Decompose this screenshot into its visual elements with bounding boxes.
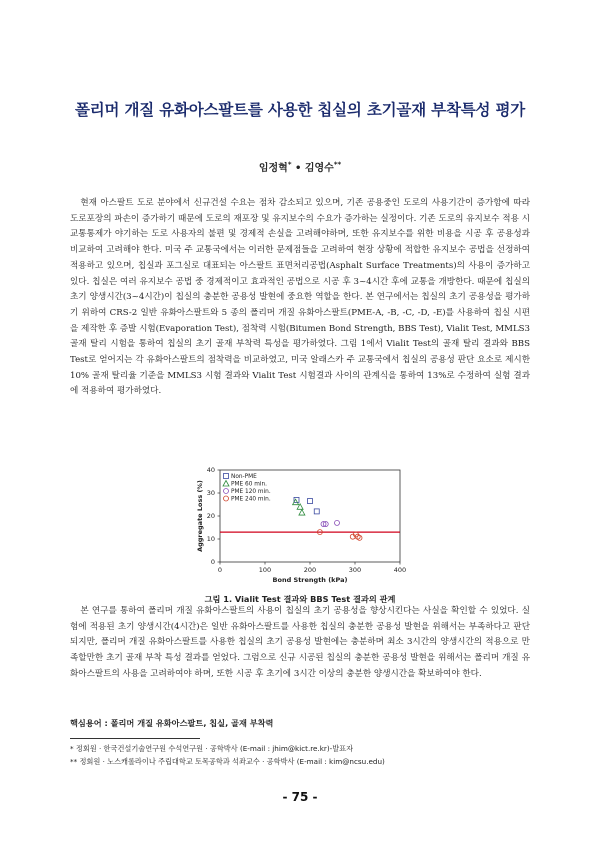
legend-marker [224,474,229,479]
author-second: 김영수 [304,163,334,174]
footnote-2: ** 정회원 · 노스캐롤라이나 주립대학교 토목공학과 석좌교수 · 공학박사 (E-mail : kim@ncsu.edu) [70,757,385,766]
figure-scatter-chart [180,465,420,590]
keywords: 핵심용어 : 폴리머 개질 유화아스팔트, 칩실, 골재 부착력 [70,718,274,728]
author-first: 임정혁 [258,163,288,174]
legend-marker [224,489,229,494]
data-point [299,510,305,516]
author-line [0,159,600,174]
figure-caption: 그림 1. Vialit Test 결과와 BBS Test 결과의 관계 [204,594,396,604]
y-tick-label: 40 [206,466,215,475]
y-tick-label: 20 [206,512,215,521]
page-number: - 75 - [282,790,318,804]
legend-label: PME 60 min. [231,481,267,488]
legend-label: Non-PME [231,474,257,481]
y-axis-label: Aggregate Loss (%) [196,480,204,552]
data-point [335,520,340,525]
data-point [314,509,319,514]
x-tick-label: 300 [348,566,362,574]
body-paragraph-2: 본 연구를 통하여 폴리머 개질 유화아스팔트의 사용이 칩실의 초기 공용성을 향상시킨다는 사실을 확인할 수 있었다. 실험에 적용된 초기 양생시간(4시간)은 일반 유화아스팔트를 사용한 칩실의 충분한 공용성 발현을 위해서는 부족하다고 판단되지만, 폴리머 개질 유화아스팔트를 사용한 칩실의 초기 공용성 발현에는 충분하며 최소 3시간의 양생시간의 적용으로 만족할만한 초기 골재 부착 특성 결과를 얻었다. 그럼으로 신규 시공된 칩실의 충분한 공용성 발현을 위해서는 폴리머 개질 유화아스팔트의 사용을 고려하여야 하며, 또한 시공 후 초기에 3시간 이상의 충분한 양생시간을 확보하여야 한다. [70,606,530,679]
footnote-1: * 정회원 · 한국건설기술연구원 수석연구원 · 공학박사 (E-mail : jhim@kict.re.kr)-발표자 [70,744,354,753]
author-second-mark: ** [333,160,342,169]
data-point [308,499,313,504]
y-tick-label: 0 [210,558,215,567]
author-first-mark: * [287,160,292,169]
x-tick-label: 100 [258,566,272,574]
paper-title: 폴리머 개질 유화아스팔트를 사용한 칩실의 초기골재 부착특성 평가 [74,101,526,119]
legend-label: PME 240 min. [231,496,271,503]
footnote-divider [70,738,200,739]
x-axis-label: Bond Strength (kPa) [272,576,348,584]
x-tick-label: 200 [303,566,317,574]
x-tick-label: 0 [217,566,223,574]
legend-marker [223,481,229,487]
body-paragraph-1: 현재 아스팔트 도로 분야에서 신규건설 수요는 점차 감소되고 있으며, 기존 공용중인 도로의 사용기간이 증가함에 따라 도로포장의 파손이 증가하기 때문에 도로의 재포장 및 유지보수의 수요가 증가하는 실정이다. 기존 도로의 유지보수 적용 시 교통통제가 야기하는 도로 사용자의 불편 및 경제적 손실을 고려해야하며, 또한 유지보수를 위한 비용을 시공 후 공용성과 비교하여 고려해야 한다. 미국 주 교통국에서는 이러한 문제점들을 고려하여 현장 상황에 적합한 유지보수 공법을 선정하여 적용하고 있으며, 칩실과 포그실로 대표되는 아스팔트 표면처리공법(Asphalt Surface Treatments)의 사용이 증가하고 있다. 칩실은 여러 유지보수 공법 중 경제적이고 효과적인 공법으로 시공 후 3~4시간 후에 교통을 개방한다. 때문에 칩실의 초기 양생시간(3~4시간)이 칩실의 충분한 공용성 발현에 중요한 역할을 한다. 본 연구에서는 칩실의 초기 공용성을 평가하기 위하여 CRS-2 일반 유화아스팔트와 5 종의 폴리머 개질 유화아스팔트(PME-A, -B, -C, -D, -E)를 사용하여 칩실 시편을 제작한 후 증발 시험(Evaporation Test), 점착력 시험(Bitumen Bond Strength, BBS Test), Vialit Test, MMLS3 골재 탈리 시험을 통하여 칩실의 초기 골재 부착력 특성을 평가하였다. 그림 1에서 Vialit Test의 골재 탈리 결과와 BBS Test로 얻어지는 각 유화아스팔트의 점착력을 비교하였고, 미국 알래스카 주 교통국에서 칩실의 공용성 판단 요소로 제시한 10% 골재 탈리율 기준을 MMLS3 시험 결과와 Vialit Test 시험결과 사이의 관계식을 통하여 13%로 수정하여 실험 결과에 적용하여 평가하였다. [70,198,530,397]
footnotes [70,742,385,768]
x-tick-label: 400 [393,566,407,574]
y-tick-label: 10 [206,535,215,544]
legend-marker [224,496,229,501]
y-tick-label: 30 [206,489,215,498]
data-point [293,499,299,505]
author-separator: • [291,163,305,174]
legend-label: PME 120 min. [231,489,271,496]
